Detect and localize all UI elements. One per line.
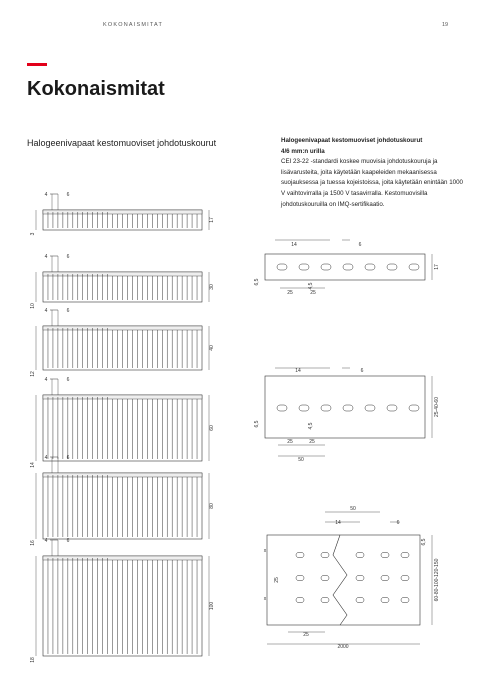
diagram-c-side-x: x	[263, 596, 267, 602]
diagram-b-bottom-total: 50	[298, 457, 304, 463]
pitch-label: 6	[66, 455, 70, 461]
slot-hole	[401, 598, 409, 603]
profile-cover	[43, 473, 202, 477]
diagram-b-right: 25-40-60	[434, 396, 440, 418]
diagram-c-right-top: 6,5	[421, 538, 427, 546]
diagram-a-bottom-2: 25	[310, 290, 316, 296]
slot-hole	[321, 405, 331, 411]
slot-hole	[356, 553, 364, 558]
height-label: 30	[209, 284, 215, 290]
base-label: 12	[30, 371, 36, 377]
slot-hole	[356, 576, 364, 581]
diagram-c-bottom-length: 2000	[337, 644, 349, 650]
base-label: 3	[30, 232, 36, 236]
profile-cover	[43, 326, 202, 330]
diagram-c-bottom-offset: 25	[303, 632, 309, 638]
slot-hole	[401, 576, 409, 581]
slot-hole	[356, 598, 364, 603]
slot-hole	[299, 405, 309, 411]
profile-cover	[43, 556, 202, 560]
diagram-a-right: 17	[434, 264, 440, 270]
slot-hole	[299, 264, 309, 270]
slot-hole	[277, 264, 287, 270]
diagram-a-outline	[265, 254, 425, 280]
slot-hole	[321, 553, 329, 558]
diagram-a-bottom-1: 25	[287, 290, 293, 296]
slot-hole	[296, 598, 304, 603]
page-subtitle: Halogeenivapaat kestomuoviset johdotuskourut	[27, 138, 217, 148]
diagram-c-side-x: x	[263, 548, 267, 554]
slot-label: 4	[44, 377, 48, 383]
diagram-b-bottom-1: 25	[287, 439, 293, 445]
pitch-label: 6	[66, 308, 70, 314]
pitch-label: 6	[66, 377, 70, 383]
slot-hole	[401, 553, 409, 558]
section-header: KOKONAISMITAT	[103, 22, 164, 28]
diagram-a-side-left: 6,5	[254, 278, 260, 286]
description-text: CEI 23-22 -standardi koskee muovisia johdotuskouruja ja lisävarusteita, joita käytetään kaapeleiden mekaanisessa suojauksessa ja tuessa kojeistoissa, joita käytetään enintään 1000 V vaihtovirralla ja 1500 V tasavirralla. Kestomuovisilla johdotuskouruilla on IMQ-sertifikaatio.	[281, 158, 463, 208]
base-label: 10	[30, 303, 36, 309]
diagram-a-top-right: 6	[358, 242, 362, 248]
slot-label: 4	[44, 538, 48, 544]
slot-hole	[381, 576, 389, 581]
base-label: 14	[30, 462, 36, 468]
height-label: 80	[209, 503, 215, 509]
slot-hole	[321, 576, 329, 581]
diagram-c-left-mid: 25	[274, 577, 280, 583]
slot-hole	[381, 598, 389, 603]
diagram-b-inner: 4,5	[308, 422, 314, 430]
slot-hole	[343, 405, 353, 411]
slot-hole	[387, 264, 397, 270]
base-label: 16	[30, 540, 36, 546]
slot-label: 4	[44, 192, 48, 198]
slot-hole	[343, 264, 353, 270]
slot-hole	[321, 264, 331, 270]
pitch-label: 6	[66, 254, 70, 260]
base-label: 18	[30, 657, 36, 663]
profile-cover	[43, 395, 202, 399]
diagram-b-top-left: 14	[295, 368, 301, 374]
profile-cover	[43, 272, 202, 276]
diagram-b-outline	[265, 376, 425, 438]
diagram-a-inner: 4,5	[308, 282, 314, 290]
slot-hole	[277, 405, 287, 411]
diagram-b-top-right: 6	[360, 368, 364, 374]
pitch-label: 6	[66, 538, 70, 544]
page-number: 19	[442, 22, 449, 28]
slot-hole	[409, 405, 419, 411]
pitch-label: 6	[66, 192, 70, 198]
slot-hole	[321, 598, 329, 603]
slot-label: 4	[44, 254, 48, 260]
slot-hole	[365, 405, 375, 411]
diagram-b-side-left: 6,5	[254, 420, 260, 428]
page-title: Kokonaismitat	[27, 78, 165, 100]
height-label: 60	[209, 425, 215, 431]
slot-label: 4	[44, 308, 48, 314]
slot-hole	[409, 264, 419, 270]
slot-hole	[387, 405, 397, 411]
diagram-b-bottom-2: 25	[309, 439, 315, 445]
diagram-a-top-left: 14	[291, 242, 297, 248]
slot-hole	[296, 576, 304, 581]
height-label: 17	[209, 217, 215, 223]
description-subheading: 4/6 mm:n urilla	[281, 147, 325, 155]
description-heading: Halogeenivapaat kestomuoviset johdotuskourut	[281, 137, 423, 144]
slot-label: 4	[44, 455, 48, 461]
diagram-c-top-right: 6	[396, 520, 400, 526]
slot-hole	[296, 553, 304, 558]
break-line	[333, 535, 347, 625]
slot-hole	[381, 553, 389, 558]
height-label: 100	[209, 601, 215, 611]
profile-cover	[43, 210, 202, 214]
diagram-c-top-left: 14	[335, 520, 341, 526]
slot-hole	[365, 264, 375, 270]
diagram-c-top-total: 50	[350, 506, 356, 512]
height-label: 40	[209, 345, 215, 351]
diagram-c-right-height: 60-80-100-120-150	[434, 558, 440, 602]
